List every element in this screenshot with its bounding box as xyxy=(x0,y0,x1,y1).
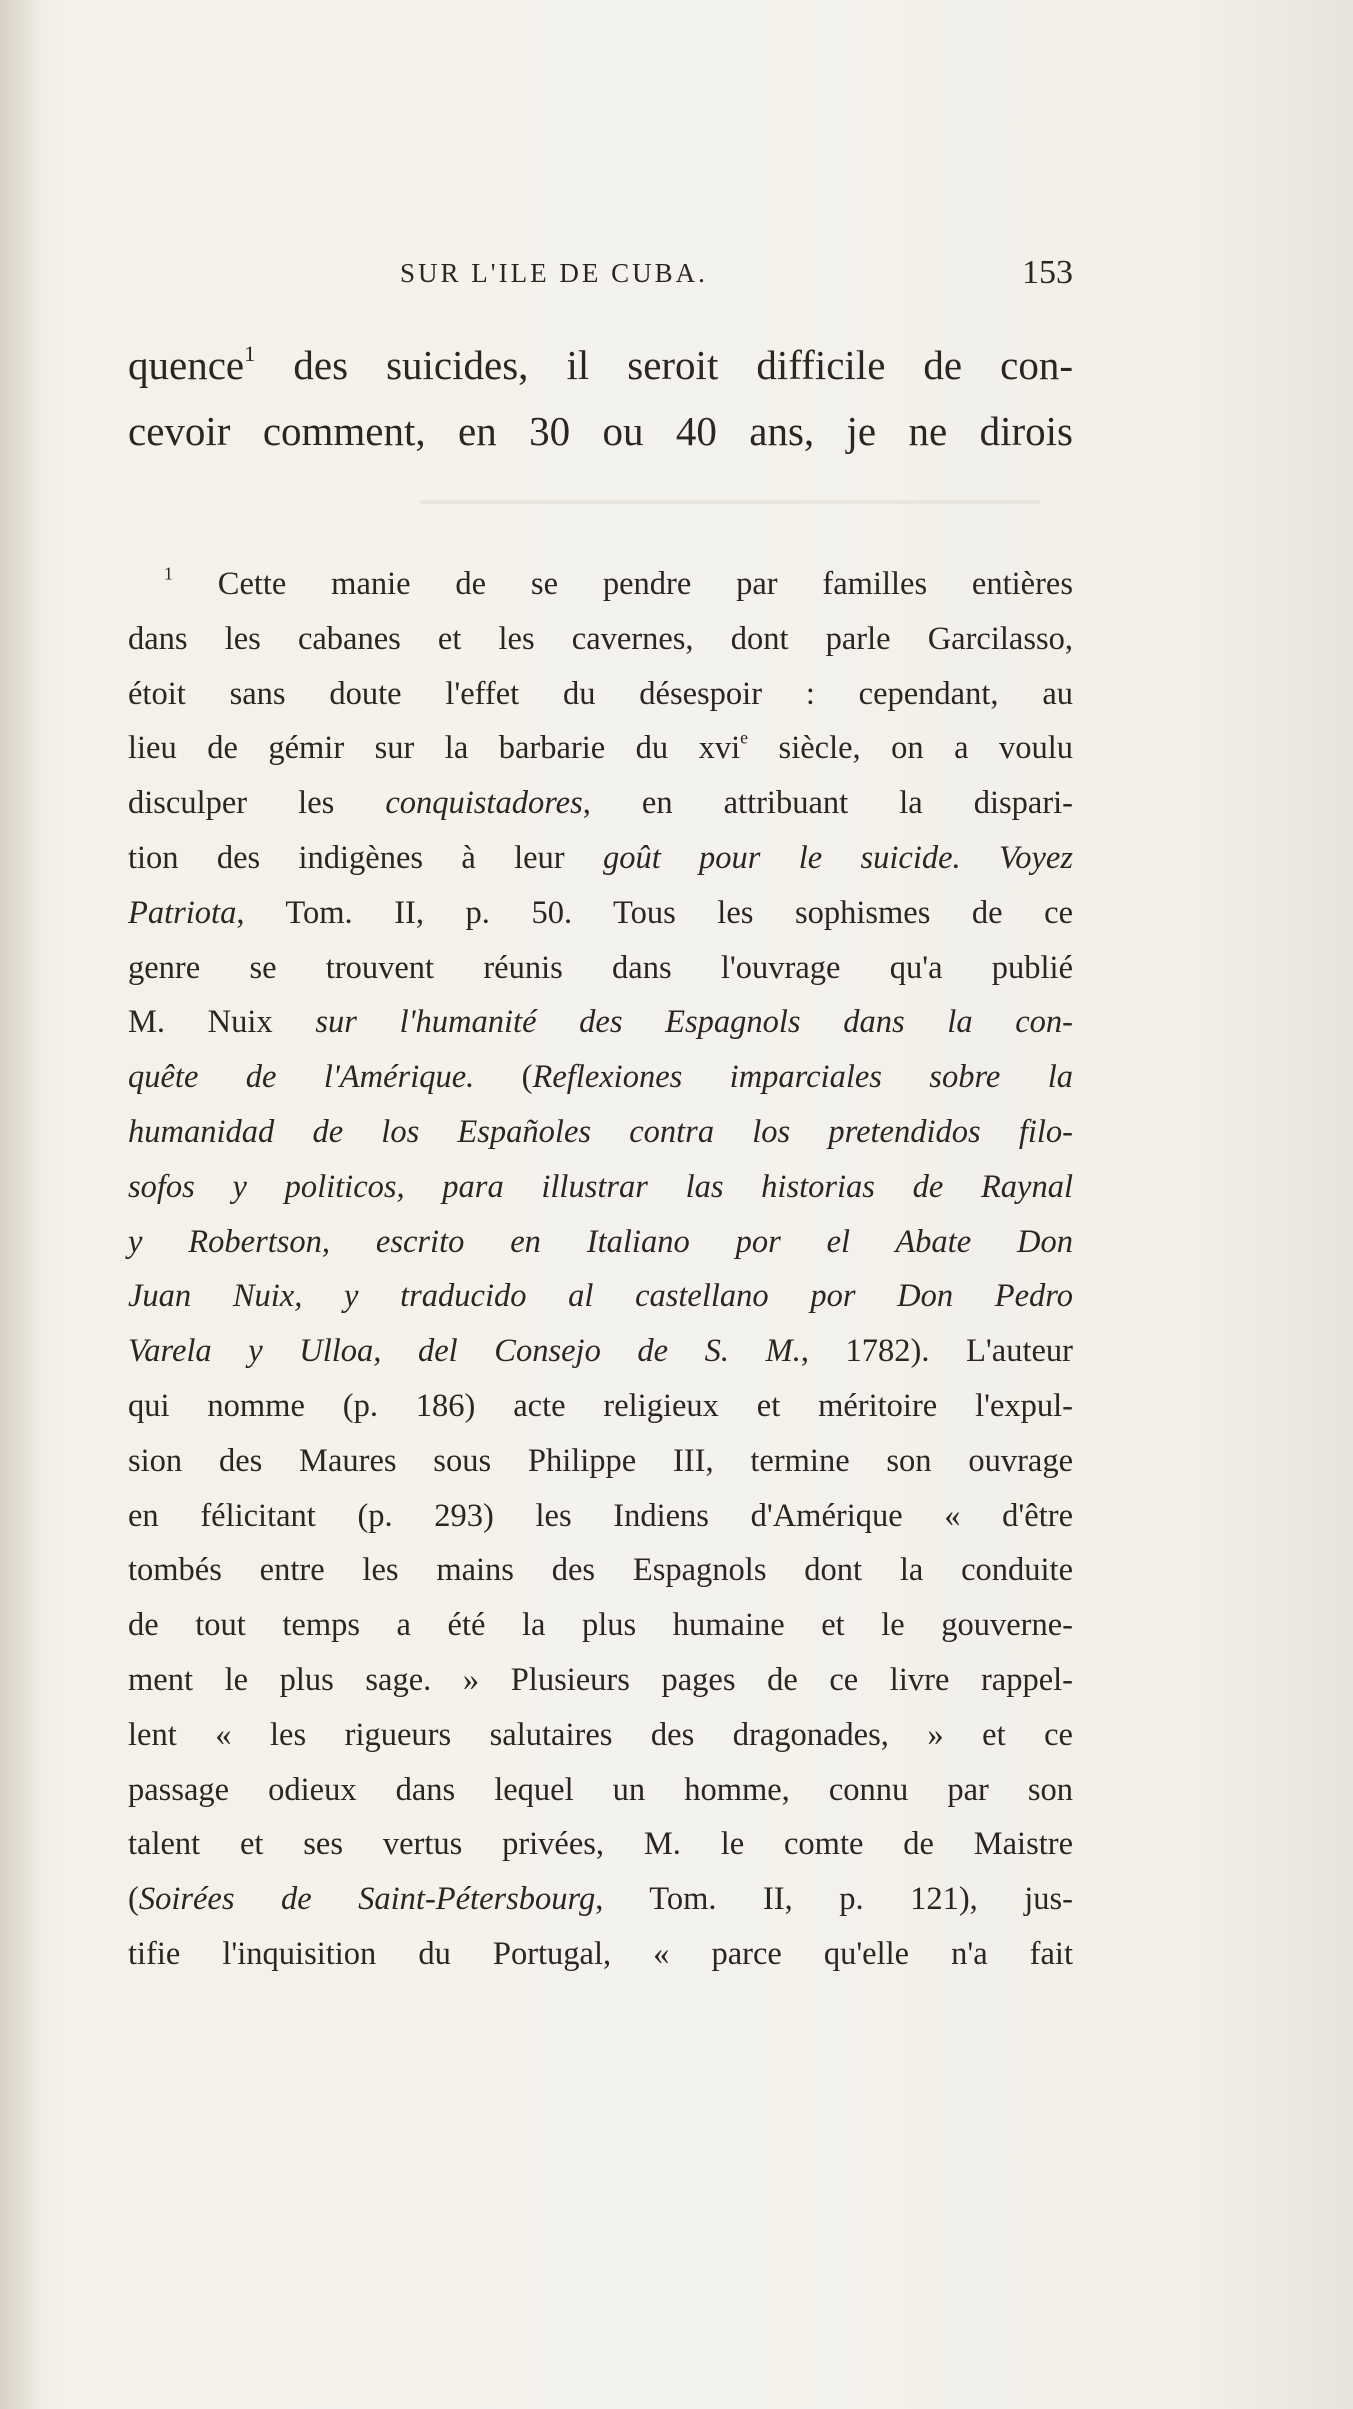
footnote-line: humanidad de los Españoles contra los pretendidos filo- xyxy=(128,1113,1073,1150)
footnote-line: en félicitant (p. 293) les Indiens d'Amérique « d'être xyxy=(128,1497,1073,1534)
footnote-line: de tout temps a été la plus humaine et le gouverne- xyxy=(128,1607,1073,1644)
main-text-line: quence$^1$ des suicides, il seroit difficile de con- xyxy=(128,340,1073,388)
footnote-line: tion des indigènes à leur goût pour le suicide. Voyez xyxy=(128,839,1073,876)
footnote-line: (Soirées de Saint-Pétersbourg, Tom. II, p. 121), jus- xyxy=(128,1881,1074,1918)
footnote-line: passage odieux dans lequel un homme, connu par son xyxy=(128,1771,1073,1808)
show-through-texture xyxy=(420,470,1040,530)
footnote-line: qui nomme (p. 186) acte religieux et méritoire l'expul- xyxy=(128,1387,1073,1424)
footnote-line: Patriota, Tom. II, p. 50. Tous les sophismes de ce xyxy=(128,894,1073,931)
footnote-line: tombés entre les mains des Espagnols dont la conduite xyxy=(128,1552,1073,1589)
footnote-line: sion des Maures sous Philippe III, termine son ouvrage xyxy=(128,1442,1073,1479)
footnote-line: étoit sans doute l'effet du désespoir : cependant, au xyxy=(128,675,1073,712)
footnote-line: disculper les conquistadores, en attribuant la dispari- xyxy=(128,785,1073,822)
footnote-line: quête de l'Amérique. (Reflexiones imparciales sobre la xyxy=(128,1059,1073,1096)
footnote-line: M. Nuix sur l'humanité des Espagnols dans la con- xyxy=(128,1004,1073,1041)
footnote-line: lieu de gémir sur la barbarie du xvi$^e$ siècle, on a voulu xyxy=(128,728,1074,767)
footnote-line: y Robertson, escrito en Italiano por el Abate Don xyxy=(128,1223,1073,1260)
footnote-line: genre se trouvent réunis dans l'ouvrage qu'a publié xyxy=(128,949,1073,986)
main-text-line: cevoir comment, en 30 ou 40 ans, je ne dirois xyxy=(128,408,1073,454)
page-header xyxy=(128,254,1073,298)
footnote-line: dans les cabanes et les cavernes, dont parle Garcilasso, xyxy=(128,620,1073,657)
footnote-line: ment le plus sage. » Plusieurs pages de ce livre rappel- xyxy=(128,1661,1073,1698)
footnote-marker: 1 xyxy=(164,563,173,584)
spine-shadow xyxy=(0,0,40,2409)
page-number: 153 xyxy=(1022,254,1073,291)
footnote-line: $^1$ Cette manie de se pendre par familles entières xyxy=(164,563,1073,602)
running-head: SUR L'ILE DE CUBA. xyxy=(400,258,708,288)
footnote xyxy=(128,557,1073,1982)
footnote-line: talent et ses vertus privées, M. le comte de Maistre xyxy=(128,1826,1073,1863)
footnote-line: lent « les rigueurs salutaires des dragonades, » et ce xyxy=(128,1716,1073,1753)
footnote-line: tifie l'inquisition du Portugal, « parce qu'elle n'a fait xyxy=(128,1935,1073,1972)
footnote-reference: 1 xyxy=(244,340,256,366)
main-text xyxy=(128,332,1073,464)
footnote-line: Varela y Ulloa, del Consejo de S. M., 1782). L'auteur xyxy=(128,1333,1073,1370)
footnote-line: sofos y politicos, para illustrar las historias de Raynal xyxy=(128,1168,1073,1205)
footnote-line: Juan Nuix, y traducido al castellano por Don Pedro xyxy=(128,1278,1073,1315)
